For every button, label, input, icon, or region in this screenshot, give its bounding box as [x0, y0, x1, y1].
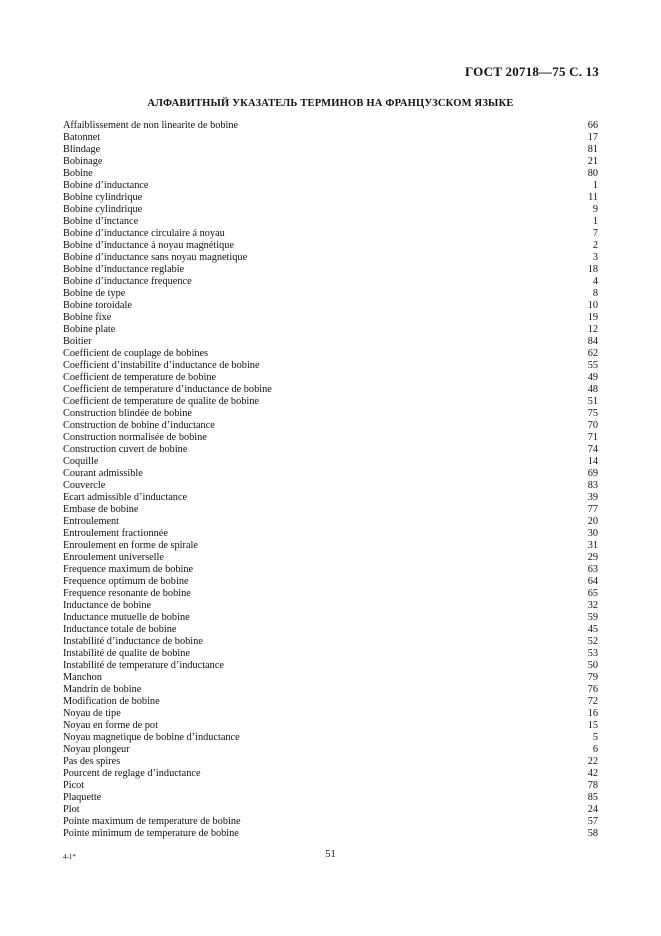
index-term: Plaquette: [63, 792, 102, 803]
index-entry: [63, 360, 598, 372]
index-entry: [63, 528, 598, 540]
index-term: Affaiblissement de non linearite de bobine: [63, 120, 239, 131]
index-term-number: 1: [592, 180, 598, 191]
index-term-number: 19: [587, 312, 598, 323]
index-entry: [63, 612, 598, 624]
index-entry: [63, 504, 598, 516]
index-entry: [63, 348, 598, 360]
index-term-number: 85: [587, 792, 598, 803]
index-entry: [63, 732, 598, 744]
index-term-number: 17: [587, 132, 598, 143]
index-entry: [63, 828, 598, 840]
index-term: Pas des spires: [63, 756, 121, 767]
index-term: Embase de bobine: [63, 504, 139, 515]
index-term: Noyau plongeur: [63, 744, 130, 755]
index-term-number: 77: [587, 504, 598, 515]
index-term-number: 15: [587, 720, 598, 731]
index-term-number: 11: [588, 192, 598, 203]
index-entry: [63, 384, 598, 396]
index-term: Frequence maximum de bobine: [63, 564, 194, 575]
index-term: Coefficient d’instabilite d’inductance de bobine: [63, 360, 260, 371]
index-entry: [63, 144, 598, 156]
section-title: АЛФАВИТНЫЙ УКАЗАТЕЛЬ ТЕРМИНОВ НА ФРАНЦУЗСКОМ ЯЗЫКЕ: [147, 98, 514, 109]
index-term: Ecart admissible d’inductance: [63, 492, 188, 503]
index-term-number: 62: [587, 348, 598, 359]
index-term: Instabilité de qualite de bobine: [63, 648, 190, 659]
index-term-number: 31: [587, 540, 598, 551]
index-term: Coefficient de temperature d’inductance de bobine: [63, 384, 272, 395]
index-entry: [63, 180, 598, 192]
index-entry: [63, 540, 598, 552]
index-term-number: 45: [587, 624, 598, 635]
index-entry: [63, 408, 598, 420]
index-term-number: 48: [587, 384, 598, 395]
index-entry: [63, 228, 598, 240]
index-term-number: 24: [587, 804, 598, 815]
index-entry: [63, 756, 598, 768]
page-header-doc-ref: ГОСТ 20718—75 С. 13: [465, 64, 599, 79]
index-term: Bobine d’inductance sans noyau magnetique: [63, 252, 248, 263]
index-entry: [63, 552, 598, 564]
index-term: Manchon: [63, 672, 102, 683]
index-term: Coefficient de temperature de qualite de bobine: [63, 396, 259, 407]
index-entry: [63, 432, 598, 444]
index-entry: [63, 456, 598, 468]
index-entry: [63, 564, 598, 576]
index-entry: [63, 624, 598, 636]
index-term-number: 84: [587, 336, 598, 347]
index-term: Bobine cylindrique: [63, 204, 143, 215]
index-term-number: 83: [587, 480, 598, 491]
index-term: Coefficient de couplage de bobines: [63, 348, 209, 359]
index-term: Coquille: [63, 456, 99, 467]
index-entry: [63, 588, 598, 600]
index-term-number: 78: [587, 780, 598, 791]
index-term: Inductance totale de bobine: [63, 624, 177, 635]
index-term: Mandrin de bobine: [63, 684, 142, 695]
index-entry: [63, 468, 598, 480]
index-term-number: 53: [587, 648, 598, 659]
index-term-number: 64: [587, 576, 598, 587]
index-entry: [63, 120, 598, 132]
index-entry: [63, 648, 598, 660]
index-entry: [63, 480, 598, 492]
index-term-number: 29: [587, 552, 598, 563]
index-term: Bobinage: [63, 156, 103, 167]
index-entry: [63, 168, 598, 180]
index-entry: [63, 312, 598, 324]
index-term: Bobine d’inductance reglabie: [63, 264, 185, 275]
index-entry: [63, 768, 598, 780]
index-term: Entroulement fractionnée: [63, 528, 168, 539]
index-term: Coefficient de temperature de bobine: [63, 372, 217, 383]
index-term: Courant admissible: [63, 468, 143, 479]
index-term-number: 39: [587, 492, 598, 503]
index-entry: [63, 792, 598, 804]
index-term: Bobine d’inctance: [63, 216, 139, 227]
index-entry: [63, 492, 598, 504]
index-entry: [63, 684, 598, 696]
index-term: Plot: [63, 804, 80, 815]
index-term-number: 49: [587, 372, 598, 383]
index-term-number: 57: [587, 816, 598, 827]
index-term: Batonnet: [63, 132, 101, 143]
index-entry: [63, 276, 598, 288]
index-term-number: 42: [587, 768, 598, 779]
index-term: Noyau en forme de pot: [63, 720, 158, 731]
index-term-number: 4: [592, 276, 598, 287]
index-term: Instabilité d’inductance de bobine: [63, 636, 203, 647]
index-term-number: 7: [592, 228, 598, 239]
index-term: Bobine d’inductance frequence: [63, 276, 192, 287]
index-term: Picot: [63, 780, 85, 791]
index-entry: [63, 420, 598, 432]
index-term: Construction cuvert de bobine: [63, 444, 188, 455]
index-entry: [63, 204, 598, 216]
index-term: Inductance mutuelle de bobine: [63, 612, 190, 623]
index-term-number: 16: [587, 708, 598, 719]
index-term: Noyau magnetique de bobine d’inductance: [63, 732, 240, 743]
footer-page-number: 51: [325, 849, 336, 860]
index-entry: [63, 816, 598, 828]
index-term-number: 6: [592, 744, 598, 755]
index-term-number: 70: [587, 420, 598, 431]
index-term-number: 65: [587, 588, 598, 599]
index-entry: [63, 156, 598, 168]
index-term-number: 50: [587, 660, 598, 671]
index-term: Blindage: [63, 144, 101, 155]
index-entry: [63, 780, 598, 792]
index-entry: [63, 708, 598, 720]
index-term-number: 12: [587, 324, 598, 335]
index-term: Bobine: [63, 168, 93, 179]
index-term: Pointe minimum de temperature de bobine: [63, 828, 239, 839]
index-term-number: 14: [587, 456, 598, 467]
index-term-number: 80: [587, 168, 598, 179]
index-term-number: 74: [587, 444, 598, 455]
index-term: Construction normalisée de bobine: [63, 432, 207, 443]
index-term-number: 9: [592, 204, 598, 215]
index-term: Bobine cylindrique: [63, 192, 143, 203]
index-term: Pointe maximum de temperature de bobine: [63, 816, 241, 827]
index-term: Boitier: [63, 336, 92, 347]
index-entry: [63, 132, 598, 144]
footer-signature: 4-1*: [63, 853, 76, 861]
index-term: Bobine plate: [63, 324, 116, 335]
index-entry: [63, 192, 598, 204]
index-term: Enroulement universelle: [63, 552, 164, 563]
index-term-number: 58: [587, 828, 598, 839]
index-entry: [63, 576, 598, 588]
index-term: Pourcent de reglage d’inductance: [63, 768, 201, 779]
index-term-number: 32: [587, 600, 598, 611]
index-term: Frequence resonante de bobine: [63, 588, 191, 599]
index-term-number: 30: [587, 528, 598, 539]
index-term: Construction blindée de bobine: [63, 408, 192, 419]
index-term-number: 2: [592, 240, 598, 251]
index-entry: [63, 720, 598, 732]
index-term: Bobine de type: [63, 288, 126, 299]
index-term: Instabilité de temperature d’inductance: [63, 660, 224, 671]
index-entry: [63, 804, 598, 816]
index-entry: [63, 336, 598, 348]
index-term: Couvercle: [63, 480, 106, 491]
index-term: Construction de bobine d’inductance: [63, 420, 215, 431]
index-entry: [63, 372, 598, 384]
index-term-number: 72: [587, 696, 598, 707]
index-term-number: 76: [587, 684, 598, 695]
index-term-number: 81: [587, 144, 598, 155]
index-entry: [63, 636, 598, 648]
index-term-number: 63: [587, 564, 598, 575]
index-term-number: 8: [592, 288, 598, 299]
index-term-number: 22: [587, 756, 598, 767]
index-entry: [63, 300, 598, 312]
index-term-number: 75: [587, 408, 598, 419]
index-term: Bobine fixe: [63, 312, 112, 323]
index-term-number: 79: [587, 672, 598, 683]
index-term-number: 52: [587, 636, 598, 647]
index-entry: [63, 252, 598, 264]
index-term: Bobine d’inductance: [63, 180, 149, 191]
index-term-number: 51: [587, 396, 598, 407]
index-term-number: 18: [587, 264, 598, 275]
index-term-number: 10: [587, 300, 598, 311]
index-entry: [63, 264, 598, 276]
index-entry: [63, 444, 598, 456]
index-term-number: 59: [587, 612, 598, 623]
index-entry: [63, 216, 598, 228]
index-entry: [63, 288, 598, 300]
index-term: Bobine d’inductance circulaire á noyau: [63, 228, 225, 239]
index-entry: [63, 516, 598, 528]
index-entry: [63, 660, 598, 672]
index-term: Bobine d’inductance á noyau magnétique: [63, 240, 234, 251]
index-term-number: 1: [592, 216, 598, 227]
index-entry: [63, 240, 598, 252]
index-term-number: 66: [587, 120, 598, 131]
index-term: Inductance de bobine: [63, 600, 152, 611]
index-entry: [63, 396, 598, 408]
index-term-number: 3: [592, 252, 598, 263]
term-index-list: [63, 120, 598, 840]
index-term-number: 71: [587, 432, 598, 443]
index-term: Frequence optimum de bobine: [63, 576, 189, 587]
index-term-number: 5: [592, 732, 598, 743]
index-term: Noyau de tipe: [63, 708, 121, 719]
index-entry: [63, 696, 598, 708]
index-term: Enroulement en forme de spirale: [63, 540, 198, 551]
index-entry: [63, 744, 598, 756]
index-entry: [63, 600, 598, 612]
index-entry: [63, 672, 598, 684]
index-term: Bobine toroidale: [63, 300, 132, 311]
index-term-number: 69: [587, 468, 598, 479]
index-term-number: 20: [587, 516, 598, 527]
index-term: Modification de bobine: [63, 696, 160, 707]
index-term: Entroulement: [63, 516, 120, 527]
index-term-number: 55: [587, 360, 598, 371]
index-entry: [63, 324, 598, 336]
index-term-number: 21: [587, 156, 598, 167]
